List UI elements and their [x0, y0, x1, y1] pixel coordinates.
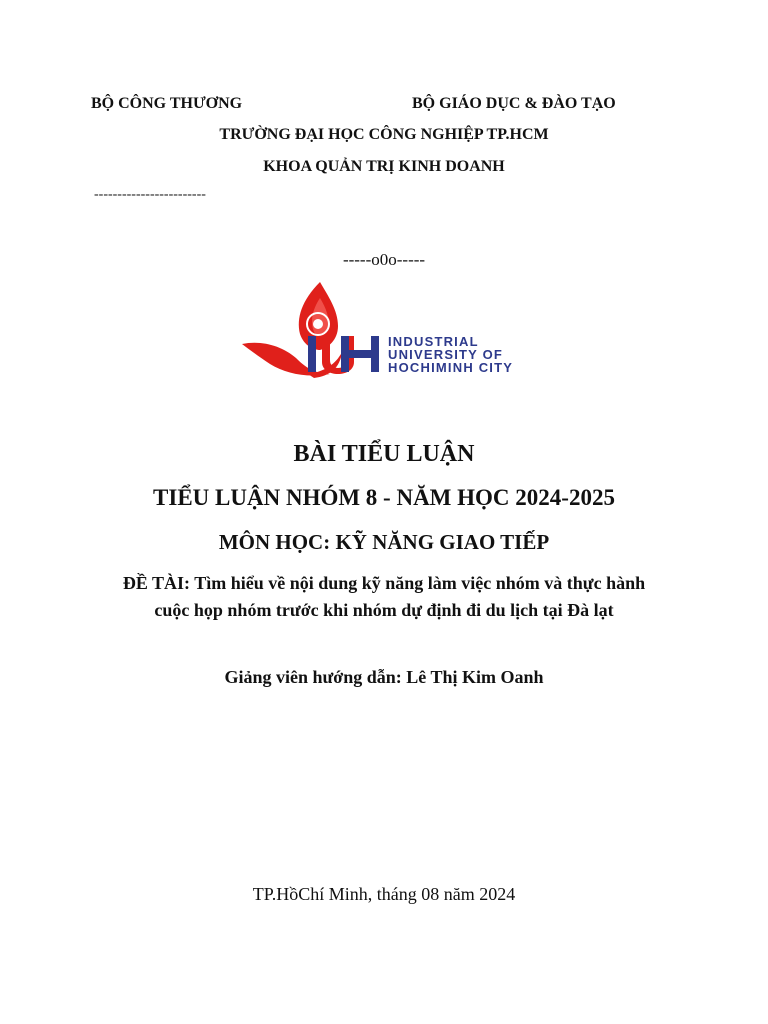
ministry-right: BỘ GIÁO DỤC & ĐÀO TẠO	[412, 95, 616, 112]
university-name: TRƯỜNG ĐẠI HỌC CÔNG NGHIỆP TP.HCM	[219, 126, 549, 143]
logo-line1: INDUSTRIAL	[388, 334, 479, 349]
iuh-logo	[238, 278, 528, 383]
logo-line2: UNIVERSITY OF	[388, 347, 504, 362]
doc-subtitle: TIỂU LUẬN NHÓM 8 - NĂM HỌC 2024-2025	[153, 485, 615, 510]
topic-line2: cuộc họp nhóm trước khi nhóm dự định đi du lịch tại Đà lạt	[154, 600, 614, 620]
header-dashes: ------------------------	[94, 187, 206, 202]
iuh-logo-graphic	[238, 278, 528, 383]
instructor: Giảng viên hướng dẫn: Lê Thị Kim Oanh	[224, 667, 544, 687]
doc-title: BÀI TIỂU LUẬN	[293, 441, 475, 467]
course-name: MÔN HỌC: KỸ NĂNG GIAO TIẾP	[218, 530, 550, 554]
topic-line1: ĐỀ TÀI: Tìm hiểu về nội dung kỹ năng làm việc nhóm và thực hành	[122, 573, 646, 593]
topic	[0, 570, 768, 624]
logo-line3: HOCHIMINH CITY	[388, 360, 514, 375]
ministry-left: BỘ CÔNG THƯƠNG	[91, 95, 243, 112]
faculty-name: KHOA QUẢN TRỊ KINH DOANH	[263, 158, 505, 175]
letter-h	[341, 336, 379, 372]
letter-i	[308, 336, 316, 372]
separator: -----o0o-----	[342, 250, 426, 269]
place-date: TP.HồChí Minh, tháng 08 năm 2024	[252, 884, 516, 904]
